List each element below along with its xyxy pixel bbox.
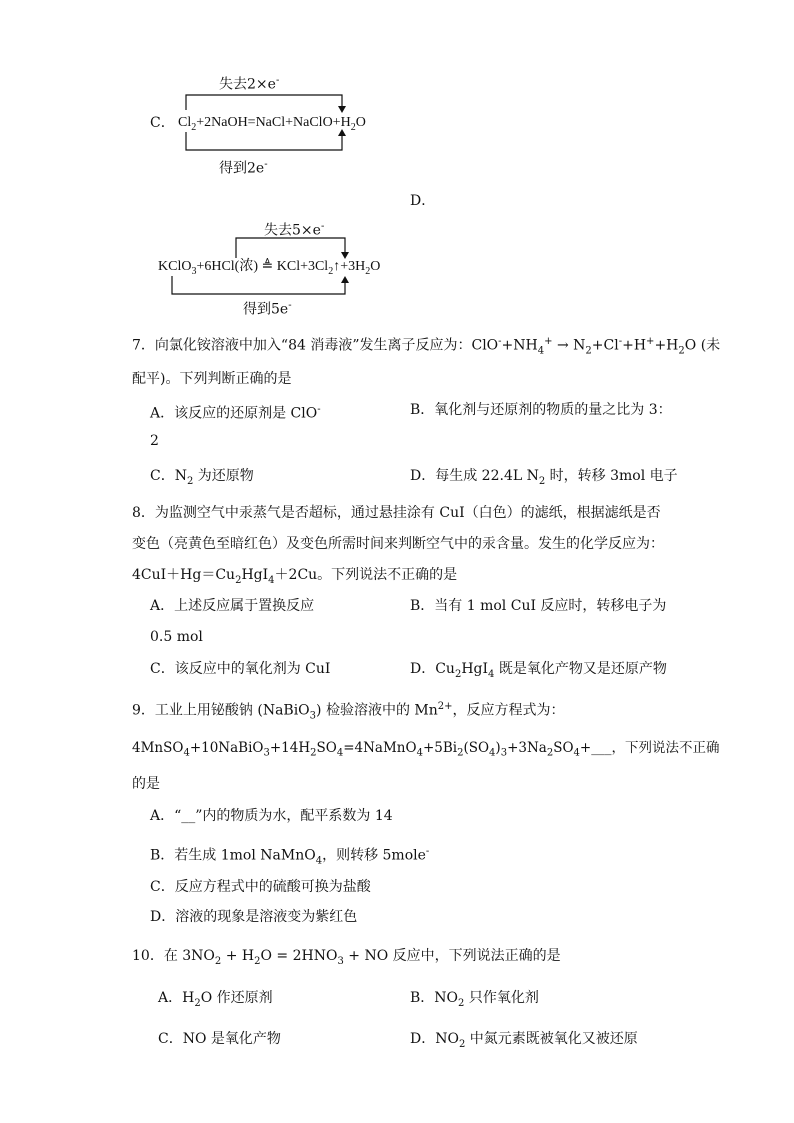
q10-option-b: B．$NO_2$ 只作氧化剂 [410, 990, 539, 1009]
q8-stem-line2: 变色（亮黄色至暗红色）及变色所需时间来判断空气中的汞含量。发生的化学反应为： [132, 536, 664, 552]
q7-stem-line1: 7．向氯化铵溶液中加入“84 消毒液”发生离子反应为：$ClO^-+NH_4^+ \to N_2+Cl^-+H^++H_2O$ (未 [132, 336, 721, 357]
diagram-d-lose-label: 失去5×e- [264, 221, 325, 239]
option-c-label: C． [150, 115, 175, 131]
q8-option-b: B．当有 1 mol CuI 反应时，转移电子为 [410, 598, 667, 614]
q8-option-a: A．上述反应属于置换反应 [150, 598, 315, 614]
diagram-d-gain-label: 得到5e- [243, 300, 292, 318]
q7-option-d: D．每生成 22.4L $N_2$ 时，转移 3mol 电子 [410, 468, 678, 487]
diagram-d-equation: KClO$_3$+6HCl(浓) ≜ $KCl+3Cl_2↑+3H_2O$ [158, 259, 381, 277]
q8-stem-line3: $4CuI+Hg=Cu_2HgI_4+2Cu$。下列说法不正确的是 [132, 567, 458, 586]
q8-stem-line1: 8．为监测空气中汞蒸气是否超标，通过悬挂涂有 CuI（白色）的滤纸，根据滤纸是否 [132, 505, 661, 521]
q10-option-a: A．$H_2O$ 作还原剂 [158, 990, 273, 1009]
q9-option-a: A．“__”内的物质为水，配平系数为 14 [150, 808, 393, 824]
diagram-c-equation: $Cl_2+2NaOH=NaCl+NaClO+H_2O$ [178, 115, 366, 133]
q9-option-d: D．溶液的现象是溶液变为紫红色 [150, 909, 358, 925]
q7-option-c: C．$N_2$ 为还原物 [150, 468, 254, 487]
q10-option-c: C．NO 是氧化产物 [158, 1031, 281, 1047]
q10-option-d: D．$NO_2$ 中氮元素既被氧化又被还原 [410, 1031, 638, 1050]
q8-option-c: C．该反应中的氧化剂为 CuI [150, 661, 331, 677]
diagram-c-lose-label: 失去2×e- [219, 75, 280, 93]
q10-stem: 10．在 $3NO_2 + H_2O = 2HNO_3$ + NO 反应中，下列说法正确的是 [132, 948, 561, 967]
q8-option-d: D．$Cu_2HgI_4$ 既是氧化产物又是还原产物 [410, 661, 667, 680]
q9-option-b: B．若生成 1mol NaMnO$_4$，则转移 5mole- [150, 846, 430, 867]
q7-stem-line2: 配平)。下列判断正确的是 [132, 371, 292, 387]
q8-option-b-cont: 0.5 mol [150, 629, 203, 645]
q7-option-a: A．该反应的还原剂是 ClO- [150, 404, 321, 422]
diagram-c-gain-label: 得到2e- [219, 159, 268, 177]
q9-stem-line2: $4MnSO_4+10NaBiO_3+14H_2SO_4=4NaMnO_4+5Bi_2(SO_4)_3+3Na_2SO_4+\_\_\_$，下列说法不正确 [132, 740, 720, 759]
q9-stem-line1: 9．工业上用铋酸钠 (NaBiO$_3$) 检验溶液中的 $Mn^{2+}$，反应方程式为： [132, 701, 565, 722]
q7-option-b: B．氧化剂与还原剂的物质的量之比为 3： [410, 402, 672, 418]
option-d-label: D． [410, 193, 436, 209]
q9-option-c: C．反应方程式中的硫酸可换为盐酸 [150, 879, 371, 895]
q7-option-b-cont: 2 [150, 433, 159, 449]
q9-stem-line3: 的是 [132, 776, 160, 792]
